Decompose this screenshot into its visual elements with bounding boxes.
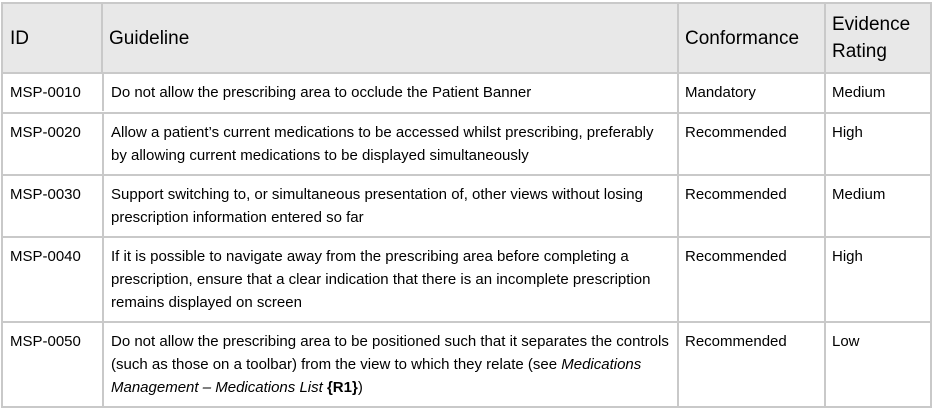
row-evidence: High bbox=[825, 237, 931, 322]
header-row bbox=[2, 3, 931, 73]
row-evidence: High bbox=[825, 113, 931, 175]
row-evidence: Low bbox=[825, 322, 931, 407]
table-row bbox=[2, 237, 931, 322]
row-conformance: Recommended bbox=[678, 237, 825, 322]
row-guideline: Support switching to, or simultaneous presentation of, other views without losing prescription information entered so far bbox=[102, 176, 677, 236]
header-id-guideline bbox=[2, 3, 678, 73]
row-conformance: Mandatory bbox=[678, 73, 825, 113]
table-row bbox=[2, 73, 931, 113]
row-guideline: If it is possible to navigate away from the prescribing area before completing a prescription, ensure that a clear indication that there is an incomplete prescription remains displayed on screen bbox=[102, 238, 677, 321]
table-row bbox=[2, 175, 931, 237]
row-guideline-suffix: ) bbox=[357, 379, 363, 396]
table-row bbox=[2, 113, 931, 175]
row-evidence: Medium bbox=[825, 175, 931, 237]
table-header bbox=[2, 3, 931, 73]
header-evidence-line1: Evidence bbox=[832, 14, 911, 35]
row-id: MSP-0020 bbox=[10, 124, 81, 141]
row-conformance: Recommended bbox=[678, 175, 825, 237]
row-id-guideline-cell bbox=[2, 73, 678, 113]
row-id-guideline-cell bbox=[2, 237, 678, 322]
row-id-guideline-cell bbox=[2, 113, 678, 175]
row-id-guideline-cell bbox=[2, 322, 678, 407]
header-evidence-rating bbox=[825, 3, 931, 73]
row-id: MSP-0050 bbox=[10, 333, 81, 350]
row-conformance: Recommended bbox=[678, 322, 825, 407]
guidelines-table bbox=[1, 2, 932, 408]
row-id-guideline-cell bbox=[2, 175, 678, 237]
row-guideline-reference: Medications Management – Medications List bbox=[111, 356, 642, 396]
row-id: MSP-0040 bbox=[10, 248, 81, 265]
row-id: MSP-0030 bbox=[10, 186, 81, 203]
row-guideline-text: Do not allow the prescribing area to be positioned such that it separates the controls (such as those on a toolbar) from the view to which they relate (see bbox=[111, 333, 669, 373]
table-row bbox=[2, 322, 931, 407]
row-evidence: Medium bbox=[825, 73, 931, 113]
header-conformance: Conformance bbox=[678, 3, 825, 73]
row-guideline bbox=[102, 323, 677, 406]
row-guideline-reference-code: {R1} bbox=[326, 379, 358, 396]
header-id: ID bbox=[10, 28, 29, 49]
row-id: MSP-0010 bbox=[10, 84, 81, 101]
row-guideline: Allow a patient’s current medications to be accessed whilst prescribing, preferably by allowing current medications to be displayed simultaneously bbox=[102, 114, 677, 174]
header-guideline: Guideline bbox=[109, 28, 190, 49]
row-guideline: Do not allow the prescribing area to occlude the Patient Banner bbox=[102, 74, 677, 111]
header-evidence-line2: Rating bbox=[832, 41, 887, 62]
table-body bbox=[2, 73, 931, 407]
row-conformance: Recommended bbox=[678, 113, 825, 175]
